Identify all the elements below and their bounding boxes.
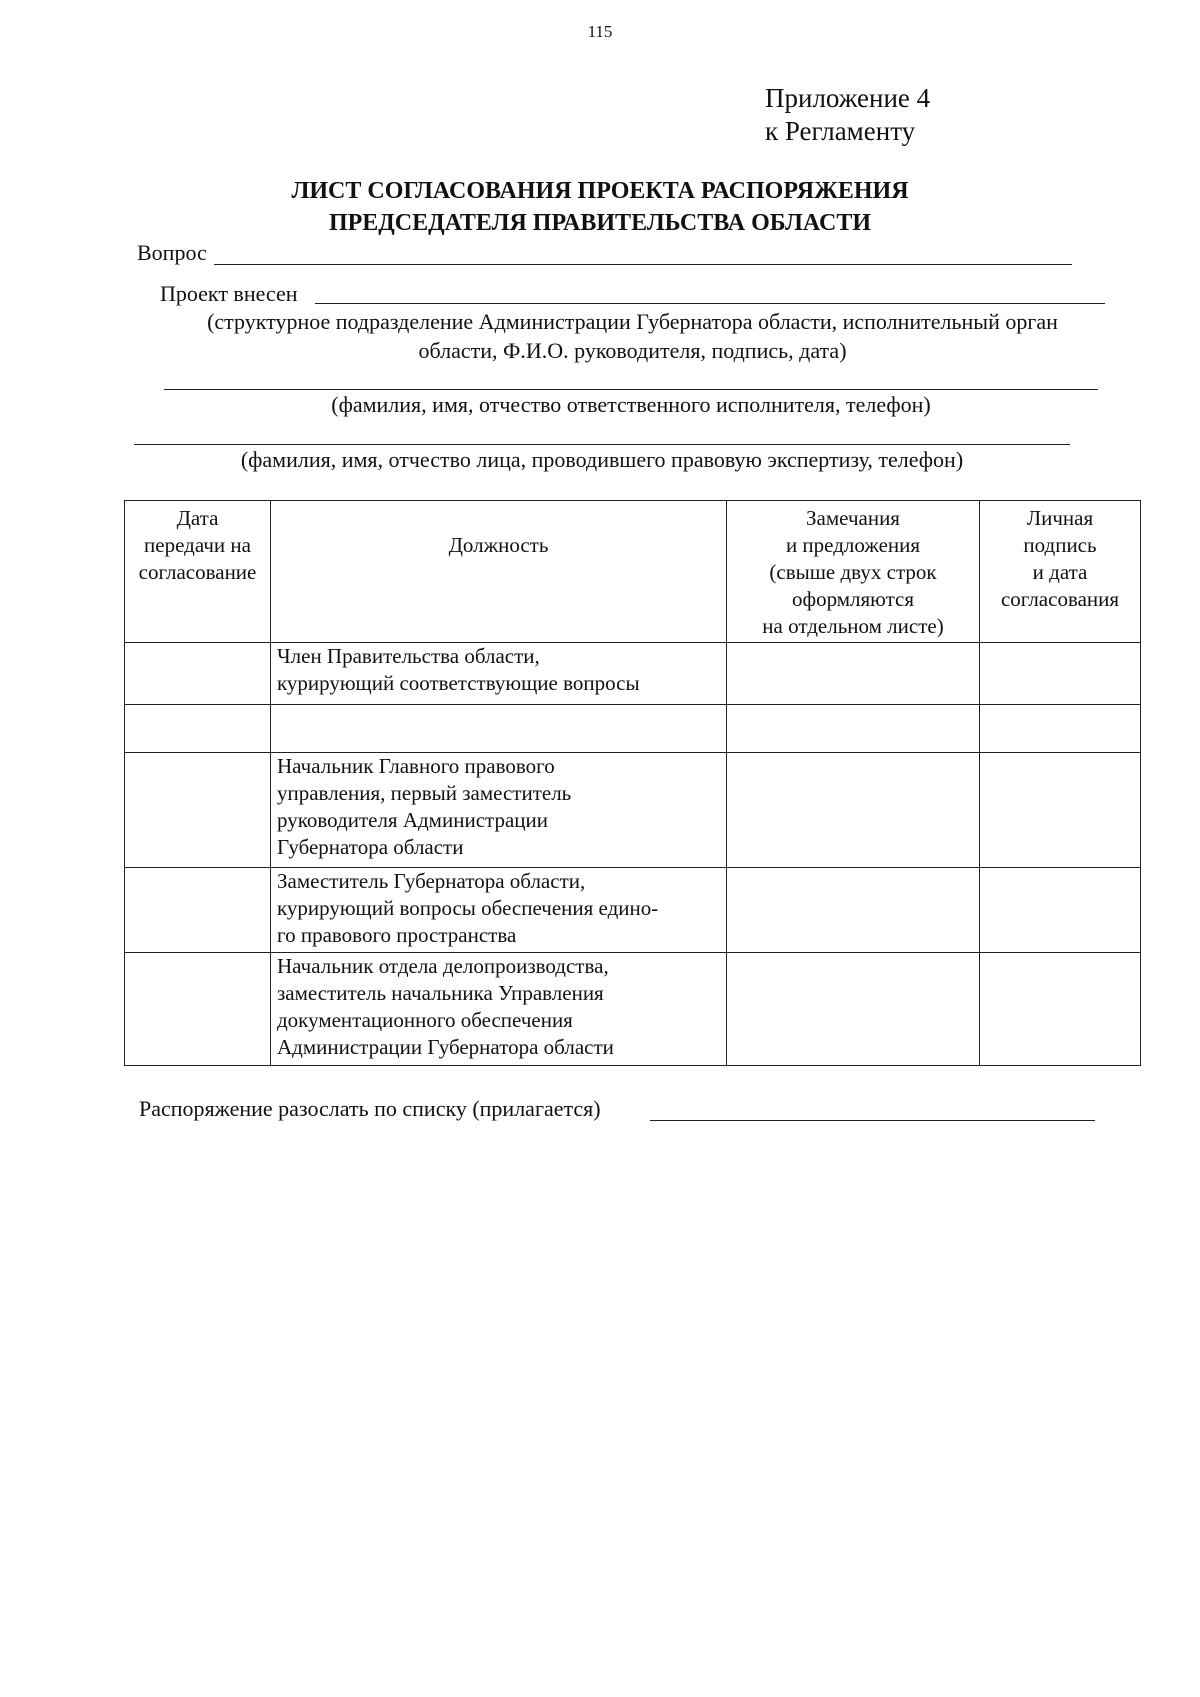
date-cell[interactable] — [125, 953, 271, 1066]
remarks-cell[interactable] — [727, 705, 980, 753]
question-label: Вопрос — [137, 240, 207, 265]
date-cell[interactable] — [125, 868, 271, 953]
position-line: Администрации Губернатора области — [277, 1035, 614, 1059]
date-cell[interactable] — [125, 705, 271, 753]
appendix-line-1: Приложение 4 — [765, 83, 931, 113]
position-cell[interactable] — [271, 705, 727, 753]
header-date-line: согласование — [138, 560, 257, 584]
header-remarks-line: Замечания — [806, 506, 900, 530]
document-title-line-2: ПРЕДСЕДАТЕЛЯ ПРАВИТЕЛЬСТВА ОБЛАСТИ — [328, 210, 872, 236]
header-signature-line: Личная — [1026, 506, 1094, 530]
header-signature-line: и дата — [1032, 560, 1088, 584]
remarks-cell[interactable] — [727, 643, 980, 705]
document-title-line-1: ЛИСТ СОГЛАСОВАНИЯ ПРОЕКТА РАСПОРЯЖЕНИЯ — [291, 178, 909, 204]
position-line: Начальник Главного правового — [277, 754, 555, 778]
position-cell — [271, 868, 727, 953]
signature-cell[interactable] — [980, 953, 1141, 1066]
header-date — [125, 501, 271, 643]
header-remarks-line: оформляются — [791, 587, 915, 611]
project-submitted-field-line[interactable] — [315, 303, 1105, 304]
date-cell[interactable] — [125, 753, 271, 868]
header-signature-line: согласования — [1000, 587, 1120, 611]
distribution-label: Распоряжение разослать по списку (прилагается) — [139, 1096, 601, 1121]
header-position-line: Должность — [448, 533, 549, 557]
signature-cell[interactable] — [980, 753, 1141, 868]
position-cell — [271, 753, 727, 868]
position-line: Начальник отдела делопроизводства, — [277, 954, 609, 978]
header-position — [271, 501, 727, 643]
header-remarks-line: и предложения — [785, 533, 921, 557]
remarks-cell[interactable] — [727, 753, 980, 868]
appendix-line-2: к Регламенту — [765, 116, 916, 146]
project-hint-line-2: области, Ф.И.О. руководителя, подпись, дата) — [418, 338, 847, 363]
position-line: Заместитель Губернатора области, — [277, 869, 586, 893]
signature-cell[interactable] — [980, 643, 1141, 705]
executor-field-line[interactable] — [164, 389, 1098, 390]
position-cell — [271, 953, 727, 1066]
position-line: курирующий соответствующие вопросы — [277, 671, 640, 695]
header-date-line: передачи на — [144, 533, 251, 557]
position-line: курирующий вопросы обеспечения едино- — [277, 896, 659, 920]
position-cell — [271, 643, 727, 705]
expert-field-line[interactable] — [134, 444, 1070, 445]
position-line: руководителя Администрации — [277, 808, 548, 832]
header-signature-line: подпись — [1023, 533, 1097, 557]
signature-cell[interactable] — [980, 705, 1141, 753]
project-submitted-label: Проект внесен — [160, 281, 298, 306]
table-row — [125, 643, 1141, 705]
position-line: го правового пространства — [277, 923, 517, 947]
remarks-cell[interactable] — [727, 868, 980, 953]
position-line: Губернатора области — [277, 835, 464, 859]
table-row — [125, 953, 1141, 1066]
header-remarks-line: на отдельном листе) — [762, 614, 944, 638]
table-row — [125, 868, 1141, 953]
table-header-row — [125, 501, 1141, 643]
position-line: Член Правительства области, — [277, 644, 540, 668]
date-cell[interactable] — [125, 643, 271, 705]
expert-hint: (фамилия, имя, отчество лица, проводившего правовую экспертизу, телефон) — [240, 447, 964, 472]
approval-table — [124, 500, 1141, 1066]
header-signature — [980, 501, 1141, 643]
question-field-line[interactable] — [214, 264, 1072, 265]
table-row — [125, 753, 1141, 868]
table-row — [125, 705, 1141, 753]
executor-hint: (фамилия, имя, отчество ответственного исполнителя, телефон) — [331, 392, 931, 417]
header-remarks-line: (свыше двух строк — [769, 560, 937, 584]
position-line: документационного обеспечения — [277, 1008, 573, 1032]
position-line: управления, первый заместитель — [277, 781, 572, 805]
position-line: заместитель начальника Управления — [277, 981, 604, 1005]
header-date-line: Дата — [176, 506, 219, 530]
page-number: 115 — [587, 22, 613, 41]
header-remarks — [727, 501, 980, 643]
remarks-cell[interactable] — [727, 953, 980, 1066]
signature-cell[interactable] — [980, 868, 1141, 953]
distribution-field-line[interactable] — [650, 1120, 1095, 1121]
project-hint-line-1: (структурное подразделение Администрации Губернатора области, исполнительный орган — [207, 309, 1058, 334]
